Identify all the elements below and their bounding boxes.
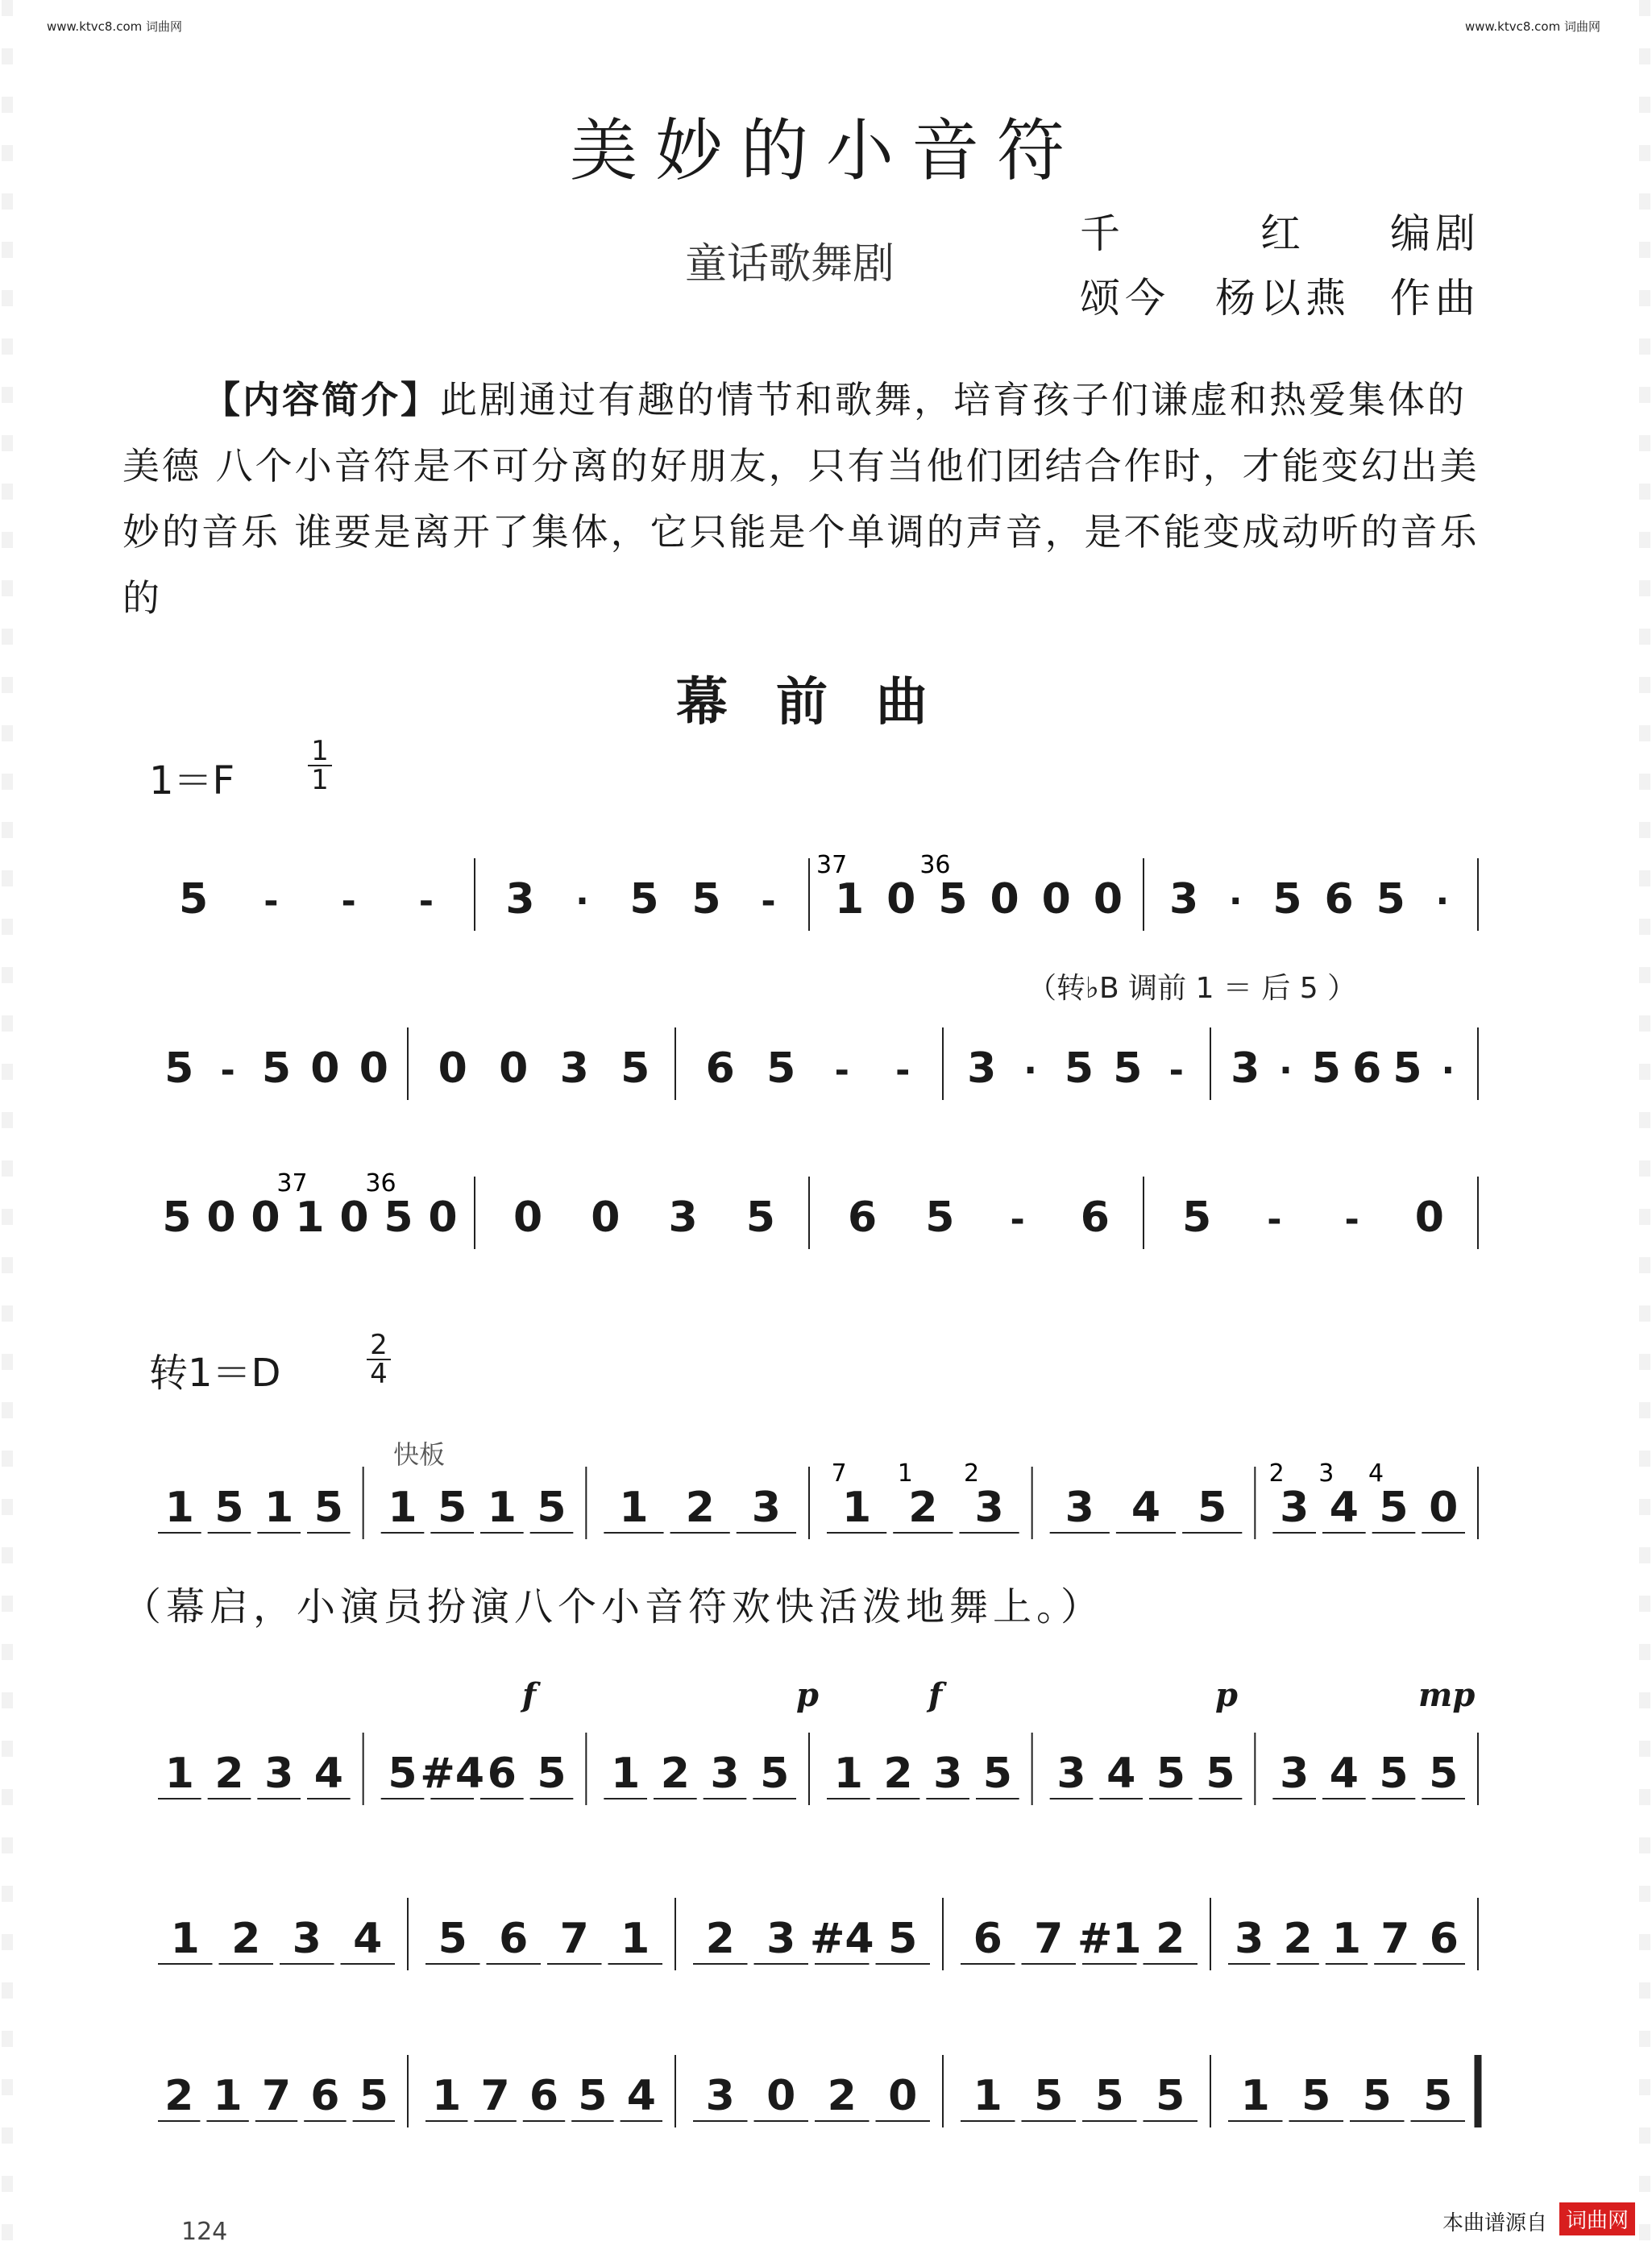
note: 6: [487, 1750, 517, 1798]
credit-composer-role: 作曲: [1390, 275, 1480, 322]
dash: -: [1168, 1050, 1184, 1091]
note: 3: [559, 1044, 589, 1093]
note: 2: [164, 2072, 194, 2120]
note: 5: [1034, 2072, 1064, 2120]
dash: -: [1010, 1199, 1025, 1240]
notation-row-4: [145, 1459, 1483, 1555]
dynamic-mark: f: [928, 1676, 943, 1714]
grace-note: 37: [816, 851, 848, 879]
notation-row-7: [145, 2047, 1483, 2144]
notation-row-svg: [145, 1459, 1483, 1555]
note: 0: [339, 1193, 369, 1242]
note: 1: [834, 875, 865, 924]
site-watermark-left: www.ktvc8.com 词曲网: [47, 19, 183, 34]
dot: ·: [575, 881, 589, 922]
note: 5: [1362, 2072, 1392, 2120]
note: 5: [438, 1484, 467, 1532]
note: 5: [938, 875, 968, 924]
notation-row-svg: [145, 850, 1483, 947]
note: 6: [1352, 1044, 1382, 1093]
time-signature-1-bottom: 1: [311, 764, 329, 796]
note: 5: [982, 1750, 1012, 1798]
note: 7: [480, 2072, 510, 2120]
note: 2: [827, 2072, 857, 2120]
note: 0: [888, 2072, 918, 2120]
note: 5: [261, 1044, 292, 1093]
note: 1: [842, 1484, 872, 1532]
note: 6: [705, 1044, 735, 1093]
note: 5: [1156, 1750, 1185, 1798]
note: 6: [1324, 875, 1354, 924]
content-summary: [122, 367, 1484, 631]
note: 5: [766, 1044, 796, 1093]
notation-row-svg: [145, 2047, 1483, 2144]
dash: -: [761, 881, 776, 922]
footer-source-site: 词曲网: [1559, 2202, 1635, 2235]
note: 3: [967, 1044, 997, 1093]
note: 0: [1041, 875, 1071, 924]
note: 3: [1056, 1750, 1086, 1798]
note: 1: [487, 1484, 517, 1532]
note: 5: [629, 875, 659, 924]
note: 0: [206, 1193, 236, 1242]
note: 2: [1156, 1915, 1185, 1963]
note: 6: [1429, 1915, 1459, 1963]
note: 5: [1182, 1193, 1212, 1242]
credit-playwright-role: 编剧: [1390, 210, 1480, 257]
note: 5: [359, 2072, 388, 2120]
note: 5: [1379, 1484, 1409, 1532]
note: 2: [705, 1915, 735, 1963]
note: 0: [886, 875, 916, 924]
dash: -: [341, 881, 356, 922]
note: 2: [660, 1750, 690, 1798]
notation-row-svg: [145, 1890, 1483, 1986]
note: 5: [162, 1193, 192, 1242]
note: 5: [760, 1750, 790, 1798]
notation-row-1: [145, 850, 1483, 947]
grace-note: 36: [365, 1169, 396, 1198]
key-signature-2: 转1＝D: [149, 1351, 281, 1396]
note: 2: [231, 1915, 261, 1963]
note: 4: [1106, 1750, 1136, 1798]
note: 4: [353, 1915, 383, 1963]
note: 7: [559, 1915, 589, 1963]
note: 6: [848, 1193, 878, 1242]
notation-row-6: [145, 1890, 1483, 1986]
note: 0: [1093, 875, 1123, 924]
note: 2: [883, 1750, 913, 1798]
content-summary-label: 【内容简介】: [203, 378, 440, 421]
note: 3: [1231, 1044, 1260, 1093]
note: 2: [214, 1750, 244, 1798]
note: 1: [1331, 1915, 1362, 1963]
score-title: 美妙的小音符: [569, 111, 1082, 190]
note: 5: [384, 1193, 413, 1242]
grace-note: 1: [897, 1459, 913, 1488]
dash: -: [895, 1050, 911, 1091]
modulation-note: （转♭B 调前 1 ＝ 后 5 ）: [1027, 972, 1357, 1005]
dash: -: [834, 1050, 849, 1091]
note: 5: [1094, 2072, 1124, 2120]
note: 4: [626, 2072, 656, 2120]
note: 5: [1311, 1044, 1341, 1093]
note: 6: [973, 1915, 1002, 1963]
page-number: 124: [181, 2218, 228, 2246]
note: 5: [925, 1193, 955, 1242]
section-title: 幕前曲: [676, 672, 976, 733]
note: 0: [1414, 1193, 1444, 1242]
note: 1: [295, 1193, 325, 1242]
note: 6: [1080, 1193, 1110, 1242]
score-subtitle: 童话歌舞剧: [685, 240, 895, 288]
notation-row-svg: [145, 1169, 1483, 1265]
dot: ·: [1023, 1050, 1037, 1091]
grace-note: 36: [919, 851, 951, 879]
dot: ·: [1228, 881, 1243, 922]
note: 1: [619, 1484, 649, 1532]
note: 5: [1156, 2072, 1185, 2120]
notation-row-3: [145, 1169, 1483, 1265]
note: 0: [499, 1044, 529, 1093]
note: 1: [432, 2072, 462, 2120]
note: 3: [1235, 1915, 1264, 1963]
note: #4: [420, 1750, 485, 1798]
note: 3: [1065, 1484, 1094, 1532]
time-signature-2: [367, 1331, 391, 1388]
note: 5: [179, 875, 209, 924]
notation-row-5: [145, 1725, 1483, 1821]
note: 3: [1168, 875, 1199, 924]
dash: -: [220, 1050, 235, 1091]
note: 4: [313, 1750, 343, 1798]
note: 1: [164, 1484, 194, 1532]
note: 0: [990, 875, 1019, 924]
note: 5: [537, 1484, 567, 1532]
grace-note: 4: [1368, 1459, 1384, 1488]
note: 5: [1272, 875, 1302, 924]
note: 1: [621, 1915, 650, 1963]
note: 1: [170, 1915, 200, 1963]
note: 3: [974, 1484, 1004, 1532]
dynamic-mark: f: [522, 1676, 537, 1714]
time-signature-1: [308, 737, 332, 794]
time-signature-2-bottom: 4: [370, 1358, 388, 1390]
note: 3: [751, 1484, 781, 1532]
note: 0: [1429, 1484, 1459, 1532]
credit-composer-names: 颂今 杨以燕: [1080, 275, 1351, 322]
note: #1: [1077, 1915, 1142, 1963]
note: 5: [1301, 2072, 1331, 2120]
note: 3: [668, 1193, 698, 1242]
note: 6: [529, 2072, 559, 2120]
note: 5: [438, 1915, 467, 1963]
notation-row-svg: [145, 1725, 1483, 1821]
left-margin-strip: [2, 0, 13, 2254]
dot: ·: [1441, 1050, 1455, 1091]
note: 5: [578, 2072, 608, 2120]
note: 2: [908, 1484, 938, 1532]
note: 5: [388, 1750, 417, 1798]
grace-note: 2: [964, 1459, 980, 1488]
dot: ·: [1279, 1050, 1293, 1091]
note: 3: [505, 875, 535, 924]
grace-note: 2: [1268, 1459, 1285, 1488]
note: 0: [438, 1044, 467, 1093]
note: 5: [1206, 1750, 1235, 1798]
note: 1: [833, 1750, 863, 1798]
note: 5: [214, 1484, 244, 1532]
note: 6: [499, 1915, 529, 1963]
dynamic-mark: mp: [1418, 1676, 1476, 1714]
dash: -: [1344, 1199, 1359, 1240]
time-signature-1-top: 1: [311, 735, 329, 767]
note: 5: [1429, 1750, 1459, 1798]
note: 1: [611, 1750, 641, 1798]
note: 5: [164, 1044, 194, 1093]
right-margin-strip: [1639, 0, 1650, 2254]
dash: -: [1267, 1199, 1282, 1240]
key-signature-1: 1＝F: [149, 758, 235, 803]
note: 2: [1283, 1915, 1313, 1963]
site-watermark-right: www.ktvc8.com 词曲网: [1464, 19, 1600, 34]
note: 1: [388, 1484, 417, 1532]
note: 7: [1034, 1915, 1064, 1963]
note: 4: [1329, 1484, 1359, 1532]
time-signature-2-top: 2: [370, 1329, 388, 1361]
grace-note: 7: [831, 1459, 847, 1488]
note: 5: [1376, 875, 1405, 924]
note: 4: [1131, 1484, 1161, 1532]
grace-note: 37: [276, 1169, 308, 1198]
note: 3: [1280, 1750, 1310, 1798]
note: 1: [164, 1750, 194, 1798]
note: 0: [513, 1193, 543, 1242]
note: 6: [310, 2072, 340, 2120]
note: 4: [1329, 1750, 1359, 1798]
note: 5: [621, 1044, 650, 1093]
note: 5: [313, 1484, 343, 1532]
note: 0: [359, 1044, 388, 1093]
note: 5: [1423, 2072, 1453, 2120]
note: 5: [888, 1915, 918, 1963]
note: 3: [710, 1750, 740, 1798]
note: 0: [591, 1193, 621, 1242]
note: 0: [251, 1193, 280, 1242]
note: 3: [292, 1915, 322, 1963]
note: 0: [310, 1044, 340, 1093]
note: 3: [766, 1915, 796, 1963]
note: 5: [1379, 1750, 1409, 1798]
note: 3: [264, 1750, 294, 1798]
dynamic-mark: p: [1215, 1676, 1238, 1714]
note: 0: [428, 1193, 458, 1242]
dash: -: [418, 881, 434, 922]
dynamic-mark: p: [796, 1676, 819, 1714]
note: 5: [1064, 1044, 1094, 1093]
grace-note: 3: [1318, 1459, 1334, 1488]
note: 7: [1380, 1915, 1410, 1963]
note: 5: [745, 1193, 775, 1242]
stage-direction: （幕启，小演员扮演八个小音符欢快活泼地舞上。）: [122, 1584, 1105, 1629]
note: 5: [691, 875, 721, 924]
notation-row-svg: [145, 1019, 1483, 1116]
notation-row-2: [145, 1019, 1483, 1116]
note: 3: [705, 2072, 735, 2120]
note: 3: [933, 1750, 963, 1798]
note: 0: [766, 2072, 796, 2120]
note: 1: [973, 2072, 1002, 2120]
note: 1: [264, 1484, 294, 1532]
note: 5: [537, 1750, 567, 1798]
note: #4: [809, 1915, 874, 1963]
note: 1: [1240, 2072, 1270, 2120]
note: 5: [1197, 1484, 1227, 1532]
tempo-marking: 快板: [393, 1439, 446, 1470]
note: 1: [213, 2072, 243, 2120]
dot: ·: [1435, 881, 1450, 922]
note: 2: [685, 1484, 715, 1532]
note: 3: [1280, 1484, 1310, 1532]
content-summary-text: 此剧通过有趣的情节和歌舞，培育孩子们谦虚和热爱集体的美德 八个小音符是不可分离的好朋友，只有当他们团结合作时，才能变幻出美妙的音乐 谁要是离开了集体，它只能是个单调的声音，是不能变成动听的音乐的: [122, 378, 1480, 620]
credit-playwright-name: 千 红: [1080, 210, 1305, 257]
dash: -: [264, 881, 279, 922]
note: 5: [1393, 1044, 1422, 1093]
note: 5: [1113, 1044, 1143, 1093]
footer-source-label: 本曲谱源自: [1442, 2211, 1548, 2235]
note: 7: [261, 2072, 292, 2120]
